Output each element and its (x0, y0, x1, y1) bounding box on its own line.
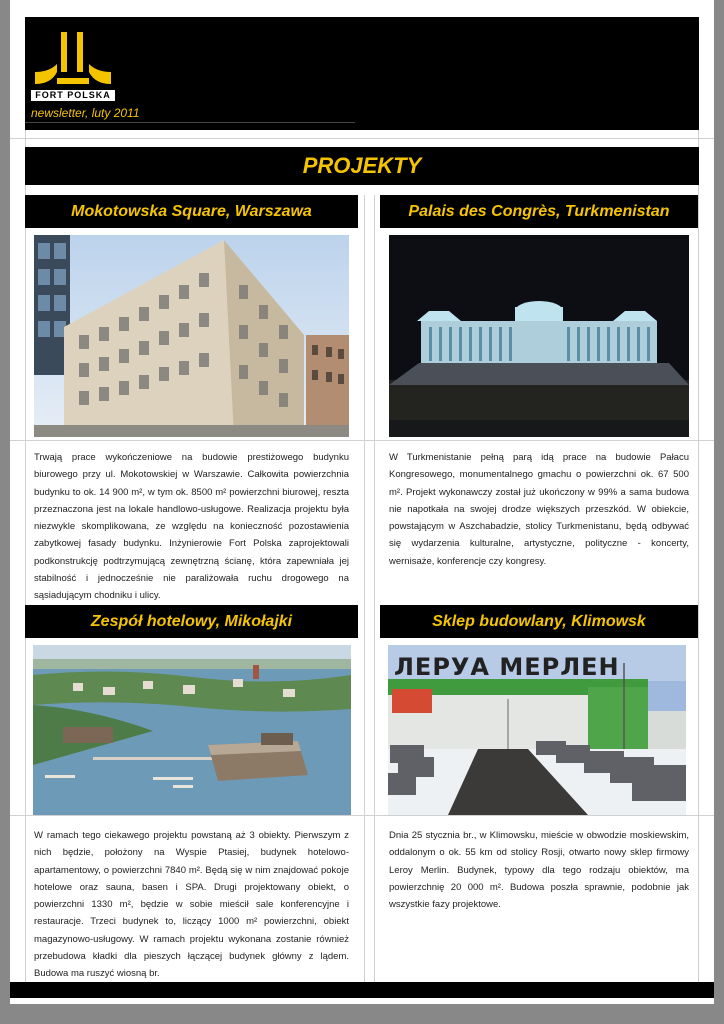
guide-line (10, 815, 714, 816)
guide-line (364, 195, 365, 985)
newsletter-issue: newsletter, luty 2011 (31, 106, 140, 120)
footer-bar (10, 982, 714, 998)
project-title: Palais des Congrès, Turkmenistan (380, 195, 698, 228)
building-photo (34, 235, 349, 437)
guide-line (25, 130, 26, 985)
guide-line (698, 130, 699, 985)
project-description: W Turkmenistanie pełną parą idą prace na budowie Pałacu Kongresowego, monumentalnego gmachu o powierzchni ok. 67 500 m². Projekt wykonawczy został już ukończony w 99% a sama budowa nie napotkała na swojej drodze większych przeszkód. W obiekcie, powstającym w Aszchabadzie, stolicy Turkmenistanu, będą odbywać się wydarzenia kulturalne, artystyczne, polityczne - koncerty, wernisaże, konferencje czy kongresy. (389, 452, 689, 567)
project-title: Sklep budowlany, Klimowsk (380, 605, 698, 638)
guide-line (374, 195, 375, 985)
guide-line (10, 138, 714, 139)
brand-name: FORT POLSKA (31, 90, 115, 101)
guide-line (10, 440, 714, 441)
store-sign: ЛЕРУА МЕРЛЕН (394, 653, 620, 681)
project-description: Trwają prace wykończeniowe na budowie prestiżowego budynku biurowego przy ul. Mokotowskiej w Warszawie. Całkowita powierzchnia budynku to ok. 14 900 m², w tym ok. 8500 m² powierzchni biurowej, reszta przeznaczona jest na lokale handlowo-usługowe. Realizacja projektu była niezwykle skomplikowana, ze względu na konieczność pozostawienia zabytkowej fasady budynku. Inżynierowie Fort Polska zaprojektowali podkonstrukcję podtrzymującą zewnętrzną ścianę, która zapewniała jej stabilność i jednocześnie nie paraliżowała ruchu drogowego na sąsiadującym chodniku i ulicy. (34, 452, 349, 602)
project-description: W ramach tego ciekawego projektu powstaną aż 3 obiekty. Pierwszym z nich będzie, położony na Wyspie Ptasiej, budynek hotelowo-apartamentowy, o powierzchni 7840 m². Będą się w nim znajdować pokoje hotelowe oraz sauna, basen i SPA. Drugi projektowany obiekt, o powierzchni 1330 m², będzie w sobie mieścił sale konferencyjne i restauracje. Trzeci budynek to, liczący 1000 m² powierzchni, obiekt magazynowo-usługowy. W ramach projektu wykonana zostanie również przebudowa kładki dla pieszych łączącej budynek główny z lądem. Budowa ma ruszyć wiosną br. (34, 830, 349, 980)
hotel-complex-photo (33, 645, 351, 815)
project-title: Mokotowska Square, Warszawa (25, 195, 358, 228)
header-divider (25, 122, 355, 123)
store-photo (388, 645, 686, 815)
section-banner: PROJEKTY (25, 147, 699, 185)
project-title: Zespół hotelowy, Mikołajki (25, 605, 358, 638)
congress-palace-photo (389, 235, 689, 437)
project-description: Dnia 25 stycznia br., w Klimowsku, mieście w obwodzie moskiewskim, oddalonym o ok. 55 km od stolicy Rosji, otwarto nowy sklep firmowy Leroy Merlin. Budynek, typowy dla tego rodzaju obiektów, ma powierzchnię 20 000 m². Budowa poszła sprawnie, podobnie jak wszystkie fazy projektowe. (389, 830, 689, 911)
